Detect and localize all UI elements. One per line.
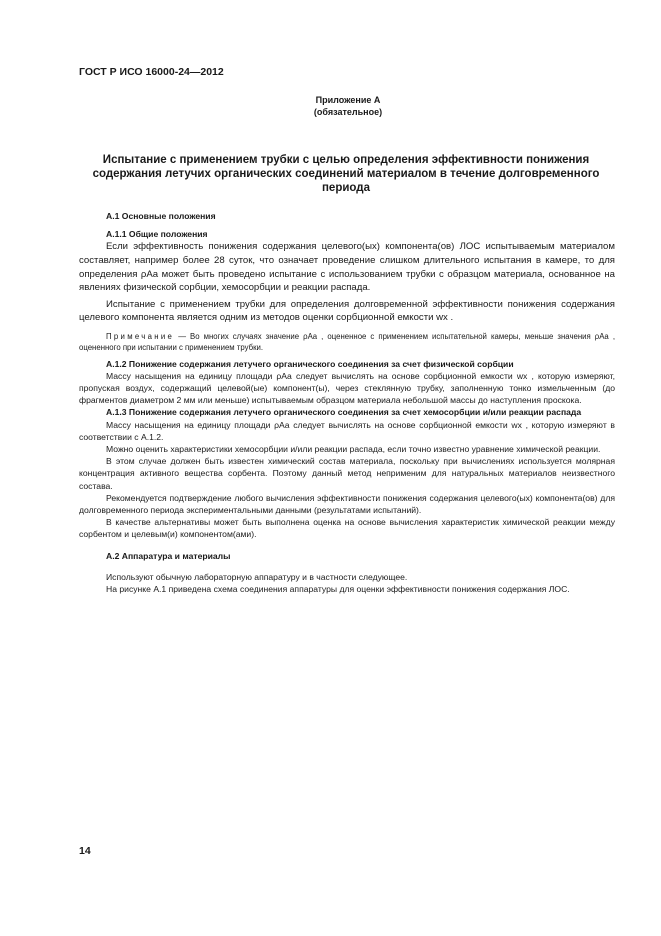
annex-heading (200, 94, 496, 118)
paragraph-6: В этом случае должен быть известен химический состав материала, поскольку при вычислениях используется молярная концентрация активного вещества сорбента. Поэтому данный метод неприменим для натуральных материалов неизвестного состава. (79, 456, 615, 491)
paragraph-8: В качестве альтернативы может быть выполнена оценка на основе вычисления характеристик химической реакции между сорбентом и целевым(и) компонентом(ами). (79, 517, 615, 540)
page-number: 14 (79, 845, 91, 857)
section-a2-heading: А.2 Аппаратура и материалы (106, 550, 231, 561)
body-text (79, 210, 615, 595)
note (79, 331, 615, 354)
annex-status: (обязательное) (313, 107, 383, 117)
paragraph-9: Используют обычную лабораторную аппаратуру и в частности следующее. (106, 571, 408, 582)
annex-label: Приложение А (315, 95, 381, 105)
document-code: ГОСТ Р ИСО 16000-24—2012 (79, 66, 224, 78)
paragraph-3: Массу насыщения на единицу площади ρAa следует вычислять на основе сорбционной емкости wx , которую измеряют, пропуская воздух, содержащий целевой(ые) компонент(ы), через стеклянную трубку, заполненную тонко измельченным (до фрагментов диаметром 2 мм или меньше) испытываемым образцом материала небольшой массы до наступления проскока. (79, 370, 615, 406)
note-text: — Во многих случаях значение ρAa , оцененное с применением испытательной камеры, меньше значения ρAa , оцененного при испытании с применением трубки. (79, 331, 615, 353)
paragraph-5: Можно оценить характеристики хемосорбции и/или реакции распада, если точно известно уравнение химической реакции. (106, 443, 601, 454)
section-a13-heading: А.1.3 Понижение содержания летучего органического соединения за счет хемосорбции и/или реакции распада (106, 407, 582, 418)
section-a12-heading: А.1.2 Понижение содержания летучего органического соединения за счет физической сорбции (106, 358, 514, 369)
paragraph-4: Массу насыщения на единицу площади ρAa следует вычислять на основе сорбционной емкости wx , которую измеряют в соответствии с А.1.2. (79, 419, 615, 442)
annex-title: Испытание с применением трубки с целью определения эффективности понижения содержания летучих органических соединений материалом в течение долговременного периода (92, 154, 600, 194)
section-a1-heading: А.1 Основные положения (106, 211, 216, 221)
section-a11-heading: А.1.1 Общие положения (106, 229, 208, 240)
note-label: Примечание (106, 331, 175, 341)
paragraph-7: Рекомендуется подтверждение любого вычисления эффективности понижения содержания целевого(ых) компонента(ов) для долговременного периода экспериментальными данными (результатами испытаний). (79, 492, 615, 515)
paragraph-2: Испытание с применением трубки для определения долговременной эффективности понижения содержания целевого компонента является одним из методов оценки сорбционной емкости wx . (79, 298, 615, 324)
paragraph-1: Если эффективность понижения содержания целевого(ых) компонента(ов) ЛОС испытываемым материалом составляет, например более 28 суток, что означает проведение слишком длительного испытания в камере, то для определения ρAa может быть проведено испытание с использованием трубки с образцом материала, основанное на явлениях физической сорбции, хемосорбции и реакции распада. (79, 241, 615, 294)
paragraph-10: На рисунке А.1 приведена схема соединения аппаратуры для оценки эффективности понижения содержания ЛОС. (106, 584, 570, 595)
